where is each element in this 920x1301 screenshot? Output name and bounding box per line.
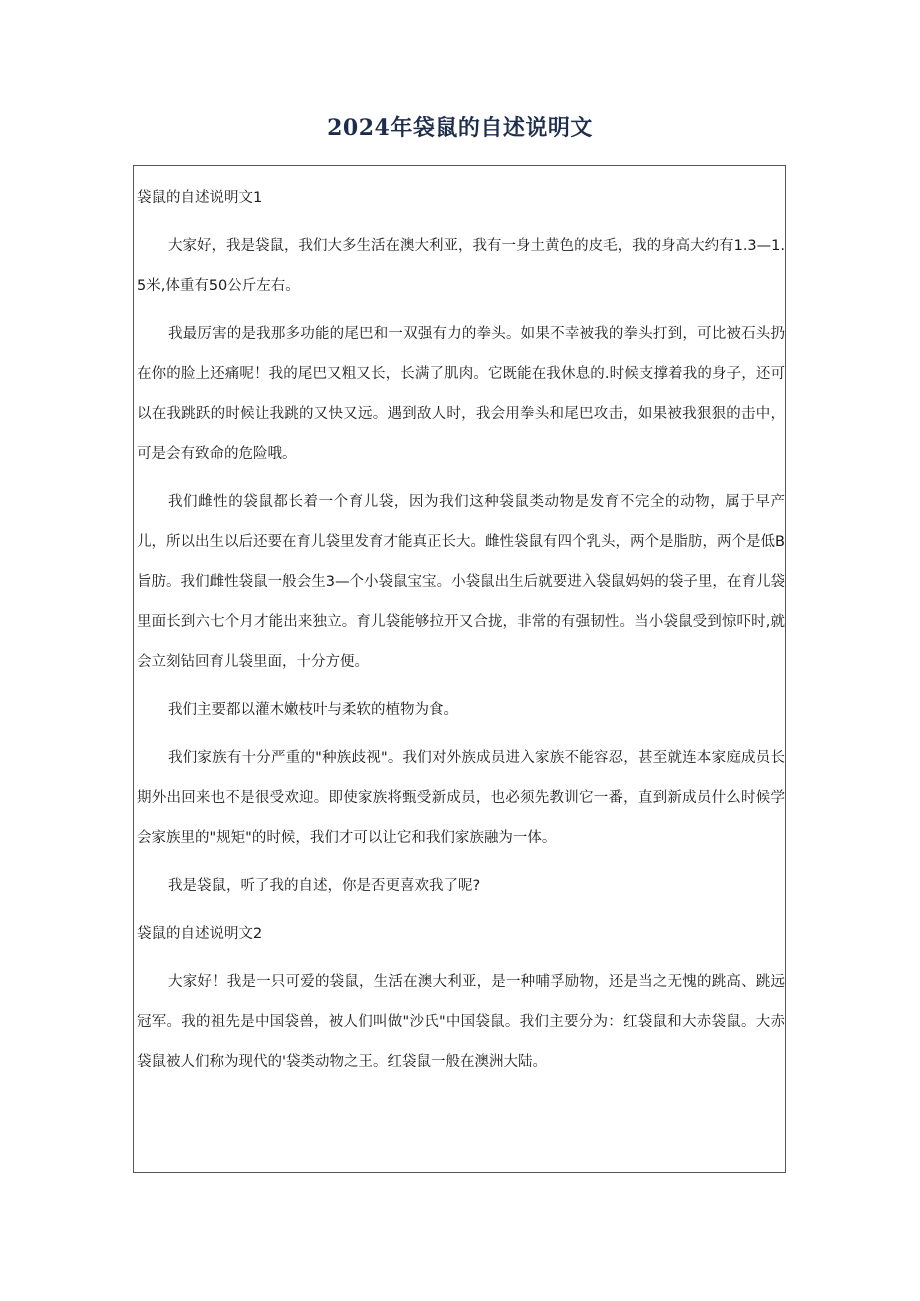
paragraph: 我们雌性的袋鼠都长着一个育儿袋，因为我们这种袋鼠类动物是发育不完全的动物，属于早产儿，所以出生以后还要在育儿袋里发育才能真正长大。雌性袋鼠有四个乳头，两个是脂肪，两个是低B旨肪。我们雌性袋鼠一般会生3—个小袋鼠宝宝。小袋鼠出生后就要进入袋鼠妈妈的袋子里，在育儿袋里面长到六七个月才能出来独立。育儿袋能够拉开又合拢，非常的有强韧性。当小袋鼠受到惊吓时,就会立刻钻回育儿袋里面，十分方便。 <box>137 494 785 670</box>
paragraph: 我们主要都以灌木嫩枝叶与柔软的植物为食。 <box>168 702 458 718</box>
paragraph: 大家好！我是一只可爱的袋鼠，生活在澳大利亚，是一种哺孚励物，还是当之无愧的跳高、跳远冠军。我的祖先是中国袋兽，被人们叫做"沙氏"中国袋鼠。我们主要分为：红袋鼠和大赤袋鼠。大赤袋鼠被人们称为现代的'袋类动物之王。红袋鼠一般在澳洲大陆。 <box>137 974 785 1070</box>
paragraph: 我是袋鼠，听了我的自述，你是否更喜欢我了呢? <box>168 878 481 894</box>
paragraph: 大家好，我是袋鼠，我们大多生活在澳大利亚，我有一身土黄色的皮毛，我的身高大约有1.3—1.5米,体重有50公斤左右。 <box>137 238 785 294</box>
page-title: 2024年袋鼠的自述说明文 <box>327 115 593 141</box>
paragraph: 我们家族有十分严重的"种族歧视"。我们对外族成员进入家族不能容忍，甚至就连本家庭成员长期外出回来也不是很受欢迎。即使家族将甄受新成员，也必须先教训它一番，直到新成员什么时候学会家族里的"规矩"的时候，我们才可以让它和我们家族融为一体。 <box>137 750 785 846</box>
section-heading: 袋鼠的自述说明文2 <box>137 926 263 942</box>
paragraph: 我最厉害的是我那多功能的尾巴和一双强有力的拳头。如果不幸被我的拳头打到，可比被石头扔在你的脸上还痛呢！我的尾巴又粗又长，长满了肌肉。它既能在我休息的.时候支撑着我的身子，还可以在我跳跃的时候让我跳的又快又远。遇到敌人时，我会用拳头和尾巴攻击，如果被我狠狠的击中，可是会有致命的危险哦。 <box>137 326 785 462</box>
section-heading: 袋鼠的自述说明文1 <box>137 190 263 206</box>
document-body <box>137 178 785 1090</box>
